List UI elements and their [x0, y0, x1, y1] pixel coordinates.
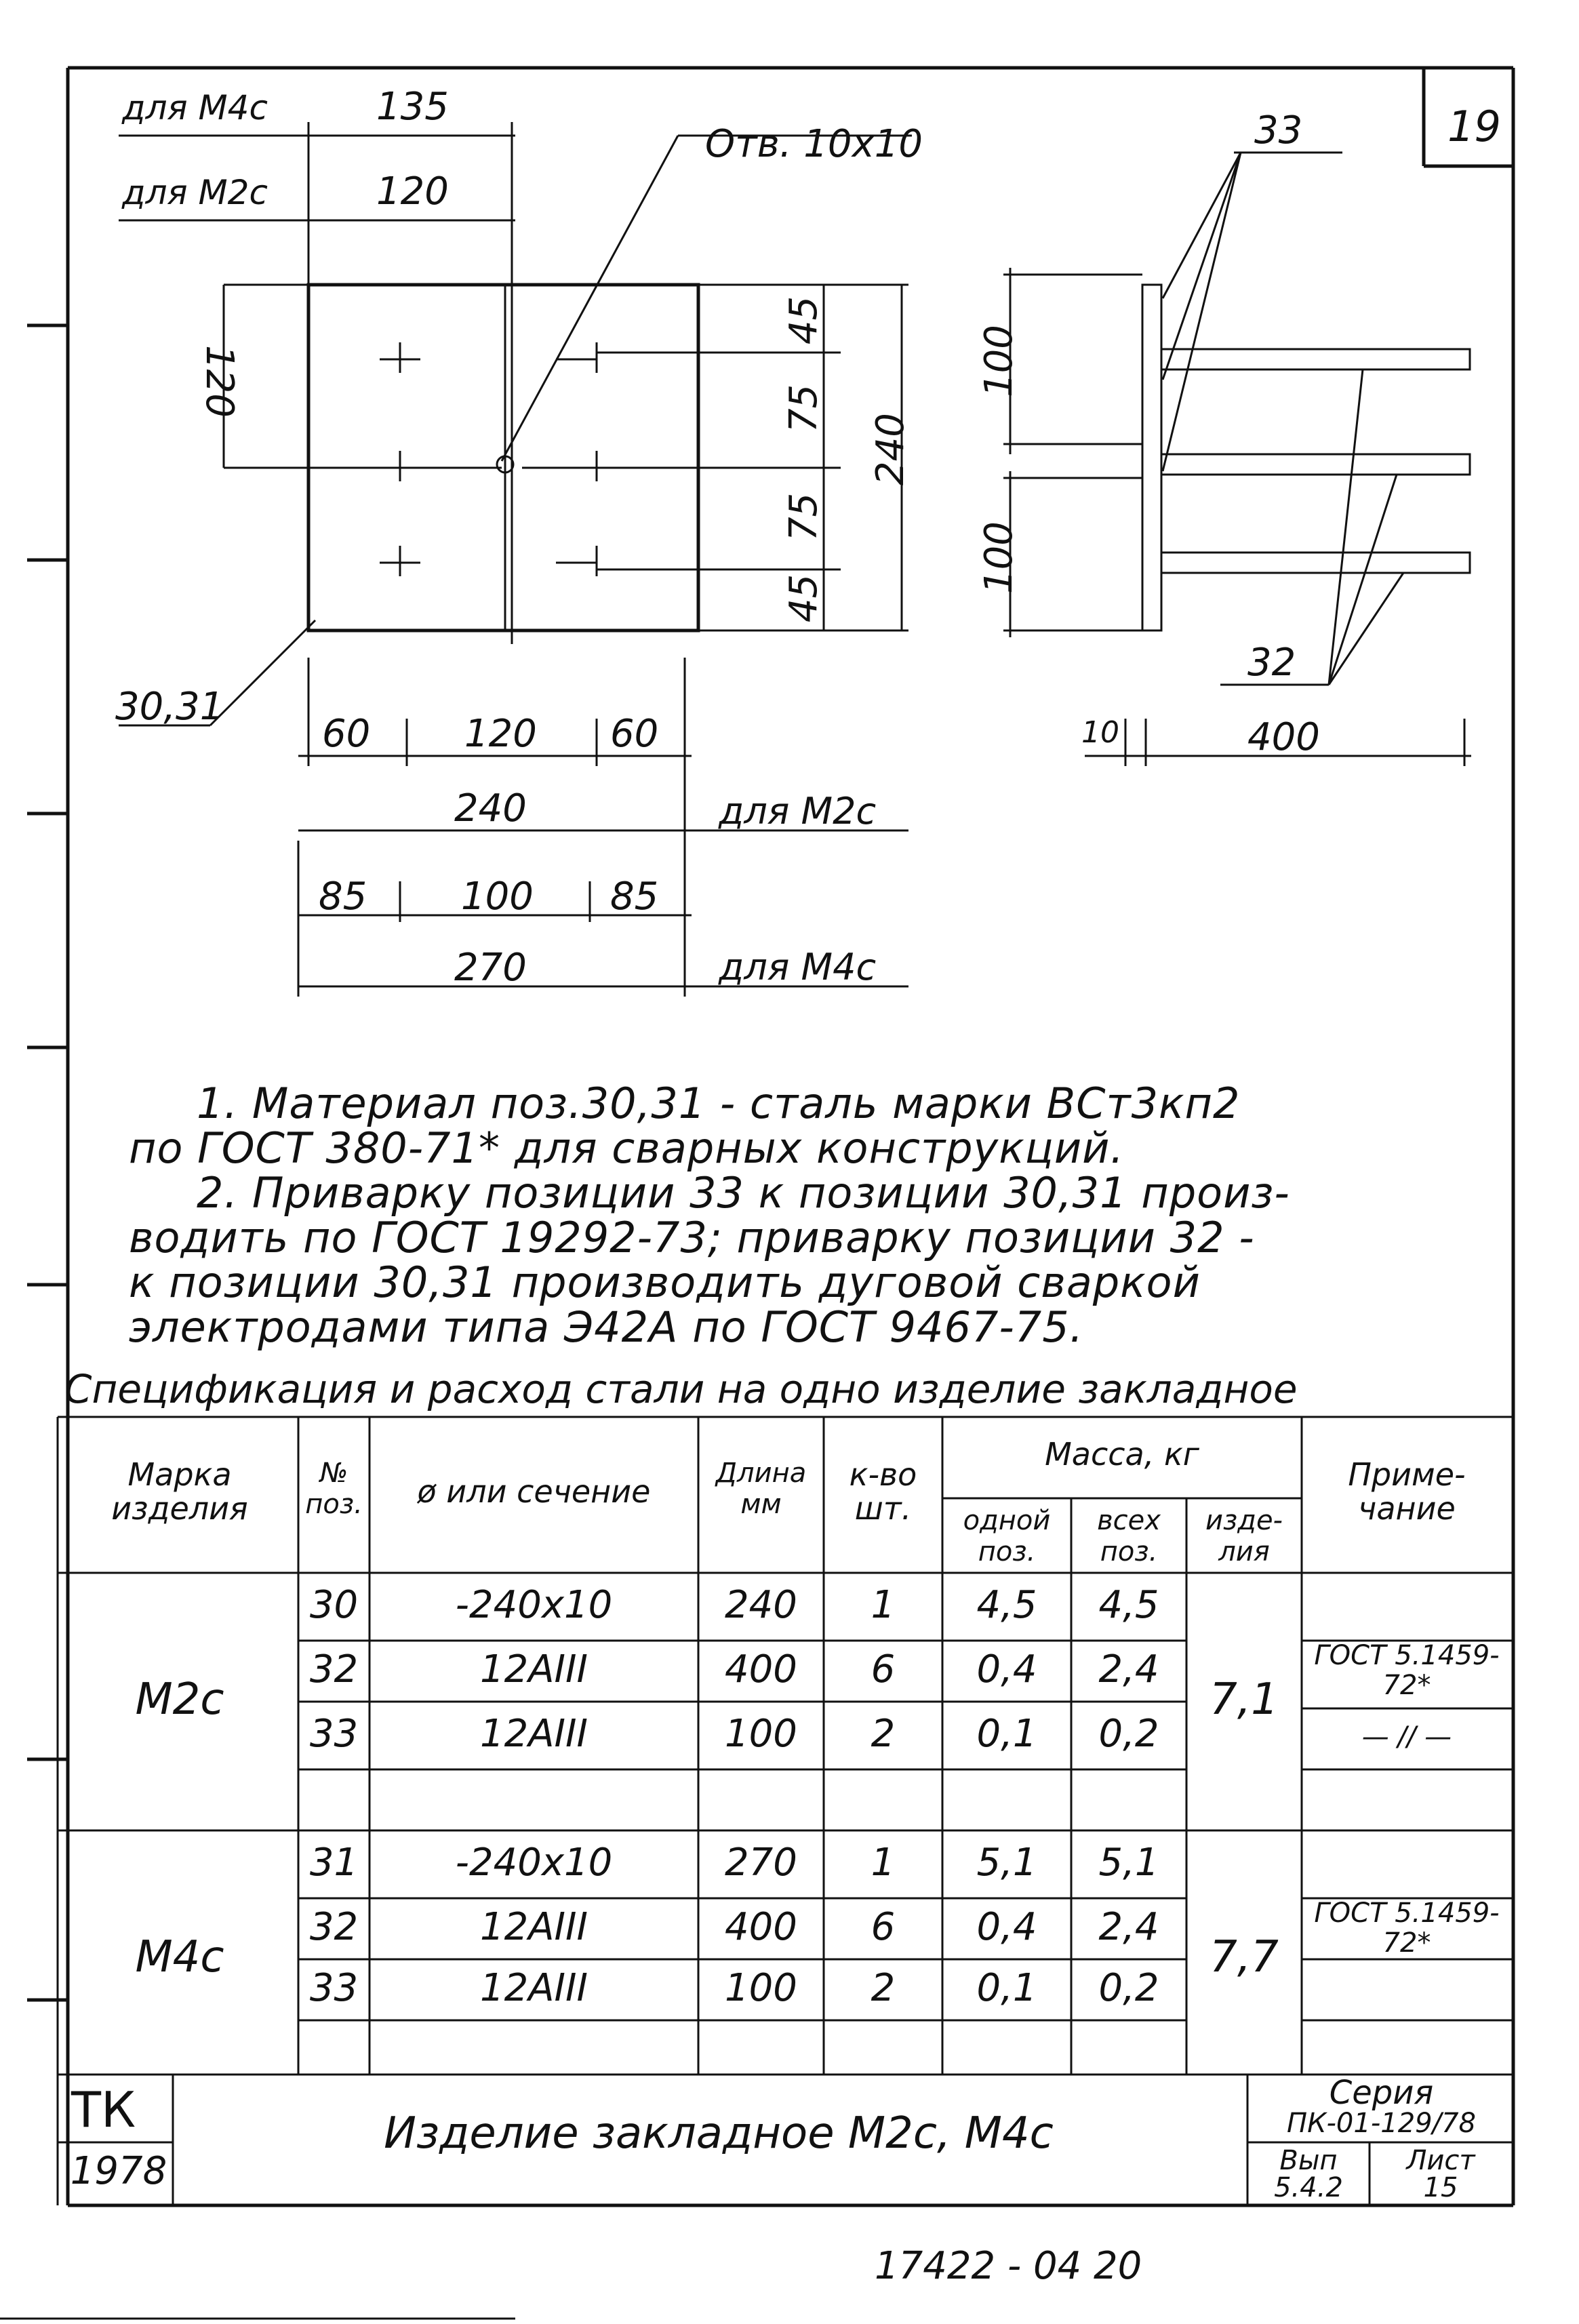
row-mass-one: 0,4	[976, 1905, 1037, 1949]
row-pos: 33	[309, 1712, 359, 1756]
group-mark: М4с	[135, 1932, 224, 1982]
dim-60-right: 60	[610, 712, 659, 756]
row-qty: 2	[871, 1712, 896, 1756]
dim-100-side-top: 100	[976, 325, 1021, 397]
dim-100-side-bottom: 100	[976, 521, 1021, 594]
group-item-mass: 7,7	[1210, 1932, 1279, 1982]
row-qty: 6	[871, 1905, 896, 1949]
group-mark: М2с	[135, 1675, 224, 1725]
note-line-1: 1. Материал поз.30,31 - сталь марки ВСт3кп2	[197, 1079, 1241, 1128]
dim-45-bottom: 45	[782, 574, 826, 623]
dim-135: 135	[376, 85, 449, 129]
dim-85-right: 85	[610, 875, 659, 919]
row-mass-all: 2,4	[1098, 1905, 1159, 1949]
dim-400: 400	[1247, 715, 1320, 759]
row-pos: 32	[309, 1905, 359, 1949]
row-pos: 31	[309, 1841, 359, 1885]
dim-120-mid: 120	[464, 712, 537, 756]
row-mass-one: 0,1	[976, 1966, 1037, 2010]
note-line-6: электродами типа Э42А по ГОСТ 9467-75.	[129, 1302, 1084, 1352]
row-qty: 1	[871, 1841, 896, 1885]
note-line-4: водить по ГОСТ 19292-73; приварку позиции 32 -	[129, 1213, 1255, 1262]
sheet-label: Лист	[1406, 2145, 1475, 2176]
dim-240-right: 240	[868, 413, 913, 485]
archive-number: 17422 - 04 20	[875, 2244, 1142, 2288]
header-mass-all: всех поз.	[1097, 1505, 1161, 1567]
row-mass-all: 0,2	[1098, 1712, 1159, 1756]
dim-left-120: 120	[197, 345, 241, 418]
row-note: ГОСТ 5.1459-72*	[1314, 1898, 1500, 1959]
position-33-label: 33	[1254, 108, 1303, 153]
position-32-label: 32	[1247, 641, 1296, 685]
dim-85-left: 85	[319, 875, 367, 919]
dim-240-total: 240	[454, 786, 527, 830]
row-pos: 32	[309, 1647, 359, 1691]
row-length: 100	[725, 1712, 797, 1756]
header-length: Длина мм	[715, 1458, 807, 1520]
sheet-value: 15	[1423, 2172, 1458, 2203]
header-qty: к-во шт.	[849, 1456, 917, 1527]
spec-title: Спецификация и расход стали на одно изделие закладное	[64, 1366, 1298, 1412]
row-length: 400	[725, 1905, 797, 1949]
row-mass-all: 0,2	[1098, 1966, 1159, 2010]
row-pos: 33	[309, 1966, 359, 2010]
row-pos: 30	[309, 1583, 359, 1627]
row-section: 12АIII	[479, 1647, 588, 1691]
row-section: 12АIII	[479, 1905, 588, 1949]
row-section: -240х10	[455, 1583, 613, 1627]
dim-45-top: 45	[782, 296, 826, 345]
technical-notes	[129, 1081, 1492, 1350]
row-length: 400	[725, 1647, 797, 1691]
row-mass-one: 5,1	[976, 1841, 1037, 1885]
row-section: -240х10	[455, 1841, 613, 1885]
dim-120-top: 120	[376, 169, 449, 214]
note-line-3: 2. Приварку позиции 33 к позиции 30,31 произ-	[197, 1168, 1290, 1218]
row-length: 270	[725, 1841, 797, 1885]
row-length: 240	[725, 1583, 797, 1627]
dim-75-bottom: 75	[782, 492, 826, 542]
row-mass-all: 5,1	[1098, 1841, 1159, 1885]
dim-100-mid: 100	[461, 875, 534, 919]
series-label: Серия	[1329, 2074, 1434, 2112]
sheet-number: 19	[1447, 102, 1501, 151]
header-note: Приме-чание	[1348, 1456, 1466, 1527]
row-note: ГОСТ 5.1459-72*	[1314, 1640, 1500, 1701]
row-mass-one: 0,1	[976, 1712, 1037, 1756]
note-line-5: к позиции 30,31 производить дуговой сваркой	[129, 1258, 1201, 1307]
header-mass-item: изде-лия	[1205, 1505, 1283, 1567]
row-mass-all: 2,4	[1098, 1647, 1159, 1691]
year: 1978	[70, 2149, 167, 2193]
row-qty: 1	[871, 1583, 896, 1627]
dim-270-total: 270	[454, 946, 527, 990]
row-qty: 2	[871, 1966, 896, 2010]
row-mass-all: 4,5	[1098, 1583, 1159, 1627]
label-m4c-bottom: для М4с	[719, 946, 877, 988]
label-m2c-bottom: для М2с	[719, 790, 877, 833]
row-section: 12АIII	[479, 1966, 588, 2010]
org-code: ТК	[71, 2081, 136, 2138]
position-plate-label: 30,31	[115, 685, 224, 729]
row-qty: 6	[871, 1647, 896, 1691]
header-mark: Марка изделия	[111, 1456, 248, 1527]
header-mass-one: одной поз.	[963, 1505, 1051, 1567]
label-m2c-top: для М2с	[122, 173, 268, 212]
row-mass-one: 0,4	[976, 1647, 1037, 1691]
dim-75-top: 75	[782, 384, 826, 433]
header-pos: № поз.	[305, 1458, 363, 1520]
series-number: ПК-01-129/78	[1287, 2108, 1476, 2139]
drawing-title: Изделие закладное М2с, М4с	[384, 2108, 1054, 2159]
header-mass: Масса, кг	[1045, 1436, 1199, 1472]
row-length: 100	[725, 1966, 797, 2010]
header-section: ø или сечение	[417, 1473, 651, 1510]
group-item-mass: 7,1	[1210, 1675, 1279, 1725]
row-section: 12АIII	[479, 1712, 588, 1756]
label-m4c-top: для М4с	[122, 88, 268, 127]
note-line-2: по ГОСТ 380-71* для сварных конструкций.	[129, 1123, 1125, 1173]
row-mass-one: 4,5	[976, 1583, 1037, 1627]
issue-number: 5.4.2	[1274, 2172, 1343, 2203]
dim-60-left: 60	[322, 712, 371, 756]
hole-label: Отв. 10х10	[705, 122, 923, 166]
issue-label: Вып	[1279, 2145, 1338, 2176]
dim-10: 10	[1081, 715, 1119, 750]
row-note: — // —	[1361, 1721, 1452, 1752]
